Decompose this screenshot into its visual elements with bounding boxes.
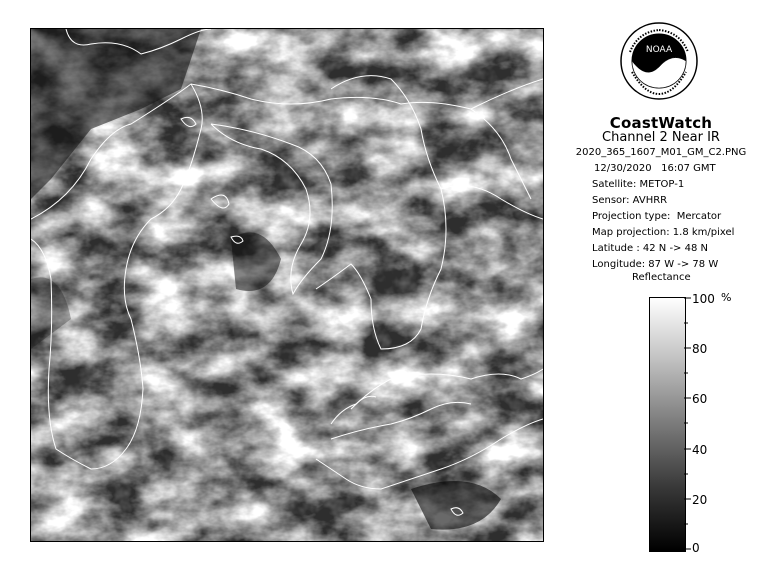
colorbar-unit: % (721, 291, 732, 304)
app-title: CoastWatch (609, 114, 713, 132)
date-time-label: 12/30/2020 16:07 GMT (594, 163, 716, 174)
colorbar-tick: 60 (692, 392, 708, 406)
colorbar-tick: 0 (692, 541, 700, 555)
longitude-label: Longitude: 87 W -> 78 W (592, 259, 719, 270)
logo-text: NOAA (645, 45, 673, 55)
sensor-label: Sensor: AVHRR (592, 195, 668, 206)
satellite-label: Satellite: METOP-1 (592, 179, 685, 190)
colorbar-tick: 20 (692, 493, 708, 507)
projection-type-label: Projection type: Mercator (592, 211, 722, 222)
map-projection-label: Map projection: 1.8 km/pixel (592, 227, 735, 238)
colorbar-tick: 40 (692, 443, 708, 457)
colorbar-tick: 100 (692, 292, 715, 306)
filename-label: 2020_365_1607_M01_GM_C2.PNG (575, 147, 747, 158)
reflectance-colorbar (649, 297, 686, 552)
colorbar-tick-marks (684, 297, 692, 553)
latitude-label: Latitude : 42 N -> 48 N (592, 243, 708, 254)
noaa-logo (620, 22, 698, 100)
satellite-image (30, 28, 544, 542)
colorbar-tick: 80 (692, 342, 708, 356)
channel-label: Channel 2 Near IR (602, 130, 720, 145)
colorbar-title: Reflectance (632, 272, 691, 283)
